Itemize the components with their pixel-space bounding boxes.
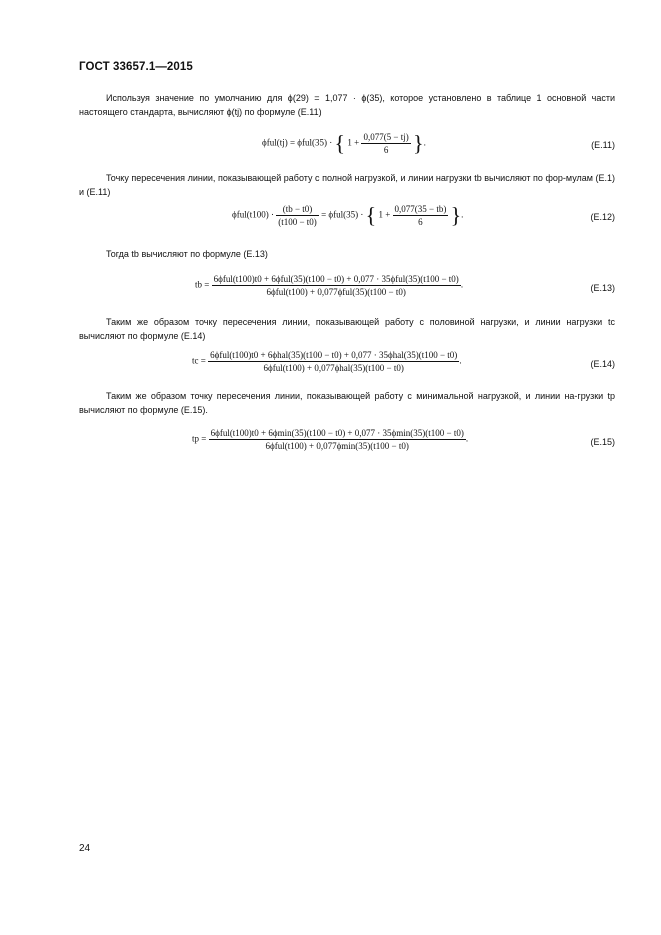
paragraph-4 xyxy=(79,315,615,343)
paragraph-2-text: Точку пересечения линии, показывающей работу с полной нагрузкой, и линии нагрузки tb вычисляют по фор-мулам (E.1) и (E.11) xyxy=(79,173,615,197)
equation-e13-lhs: tb = xyxy=(195,279,210,290)
document-header: ГОСТ 33657.1—2015 xyxy=(79,61,193,73)
paragraph-3-text: Тогда tb вычисляют по формуле (E.13) xyxy=(106,249,268,259)
page-number: 24 xyxy=(79,843,91,854)
equation-e12-denominator: 6 xyxy=(418,217,423,227)
equation-e11-pre: 1 + xyxy=(347,137,360,148)
paragraph-2 xyxy=(79,171,615,199)
equation-e14-lhs: tc = xyxy=(192,355,206,366)
equation-e12-formula: ϕful(t100) · $\frac{(tb - t0)}{(t100 - t0)}$ = ϕful(35) · { 1 + $\frac{0,077(35 - tb)}{6}$ }. xyxy=(232,202,464,228)
equation-e13-formula: tb = 6ϕful(t100)t0 + 6ϕful(35)(t100 − t0) + 0,077 · 35ϕful(35)(t100 − t0) 6ϕful(t100) + 0,077ϕful(35)(t100 − t0) . xyxy=(195,274,464,297)
equation-e15-number: (E.15) xyxy=(590,437,615,447)
equation-e13-numerator: 6ϕful(t100)t0 + 6ϕful(35)(t100 − t0) + 0,077 · 35ϕful(35)(t100 − t0) xyxy=(213,274,459,284)
paragraph-1 xyxy=(79,91,615,119)
equation-e12-numerator: 0,077(35 − tb) xyxy=(394,204,447,214)
equation-e12-lhs-denominator: (t100 − t0) xyxy=(278,217,317,227)
equation-e12-rhs-pre: = ϕful(35) · xyxy=(321,209,364,220)
equation-e14-numerator: 6ϕful(t100)t0 + 6ϕhal(35)(t100 − t0) + 0,077 · 35ϕhal(35)(t100 − t0) xyxy=(210,350,458,360)
equation-e11-number: (E.11) xyxy=(591,140,615,150)
equation-e13-number: (E.13) xyxy=(590,283,615,293)
equation-e12-lhs-numerator: (tb − t0) xyxy=(276,203,319,216)
paragraph-5 xyxy=(79,389,615,417)
equation-e14 xyxy=(0,347,661,387)
equation-e13 xyxy=(0,271,661,311)
paragraph-1-text: Используя значение по умолчанию для ϕ(29) = 1,077 · ϕ(35), которое установлено в таблице 1 основной части настоящего стандарта, вычисляют ϕ(tj) по формуле (E.11) xyxy=(79,93,615,117)
equation-e15-denominator: 6ϕful(t100) + 0,077ϕmin(35)(t100 − t0) xyxy=(265,441,409,451)
equation-e11-lhs: ϕful(tj) = ϕful(35) · xyxy=(262,137,333,148)
equation-e12 xyxy=(0,199,661,239)
equation-e11-denominator: 6 xyxy=(383,145,389,155)
equation-e12-lhs-pre: ϕful(t100) · xyxy=(232,209,274,220)
equation-e14-denominator: 6ϕful(t100) + 0,077ϕhal(35)(t100 − t0) xyxy=(263,363,404,373)
equation-e15-lhs: tp = xyxy=(192,433,207,444)
equation-e11-formula: ϕful(tj) = ϕful(35) · { 1 + $\frac{0,077(5 - tj)}{6}$ }. xyxy=(262,130,426,156)
equation-e12-pre: 1 + xyxy=(378,209,391,220)
paragraph-4-text: Таким же образом точку пересечения линии, показывающей работу с половиной нагрузки, и линии нагрузки tc вычисляют по формуле (E.14) xyxy=(79,317,615,341)
equation-e15-formula: tp = 6ϕful(t100)t0 + 6ϕmin(35)(t100 − t0) + 0,077 · 35ϕmin(35)(t100 − t0) 6ϕful(t100) + 0,077ϕmin(35)(t100 − t0) . xyxy=(192,428,469,451)
equation-e15-numerator: 6ϕful(t100)t0 + 6ϕmin(35)(t100 − t0) + 0,077 · 35ϕmin(35)(t100 − t0) xyxy=(210,428,464,438)
equation-e14-number: (E.14) xyxy=(590,359,615,369)
paragraph-5-text: Таким же образом точку пересечения линии, показывающей работу с минимальной нагрузкой, и линии на-грузки tp вычисляют по формуле (E.15). xyxy=(79,391,615,415)
equation-e12-number: (E.12) xyxy=(590,212,615,222)
paragraph-3 xyxy=(79,249,615,260)
equation-e13-denominator: 6ϕful(t100) + 0,077ϕful(35)(t100 − t0) xyxy=(266,287,406,297)
equation-e11 xyxy=(0,127,661,167)
equation-e14-formula: tc = 6ϕful(t100)t0 + 6ϕhal(35)(t100 − t0) + 0,077 · 35ϕhal(35)(t100 − t0) 6ϕful(t100) + 0,077ϕhal(35)(t100 − t0) . xyxy=(192,350,462,373)
equation-e11-numerator: 0,077(5 − tj) xyxy=(363,132,409,142)
equation-e15 xyxy=(0,425,661,465)
